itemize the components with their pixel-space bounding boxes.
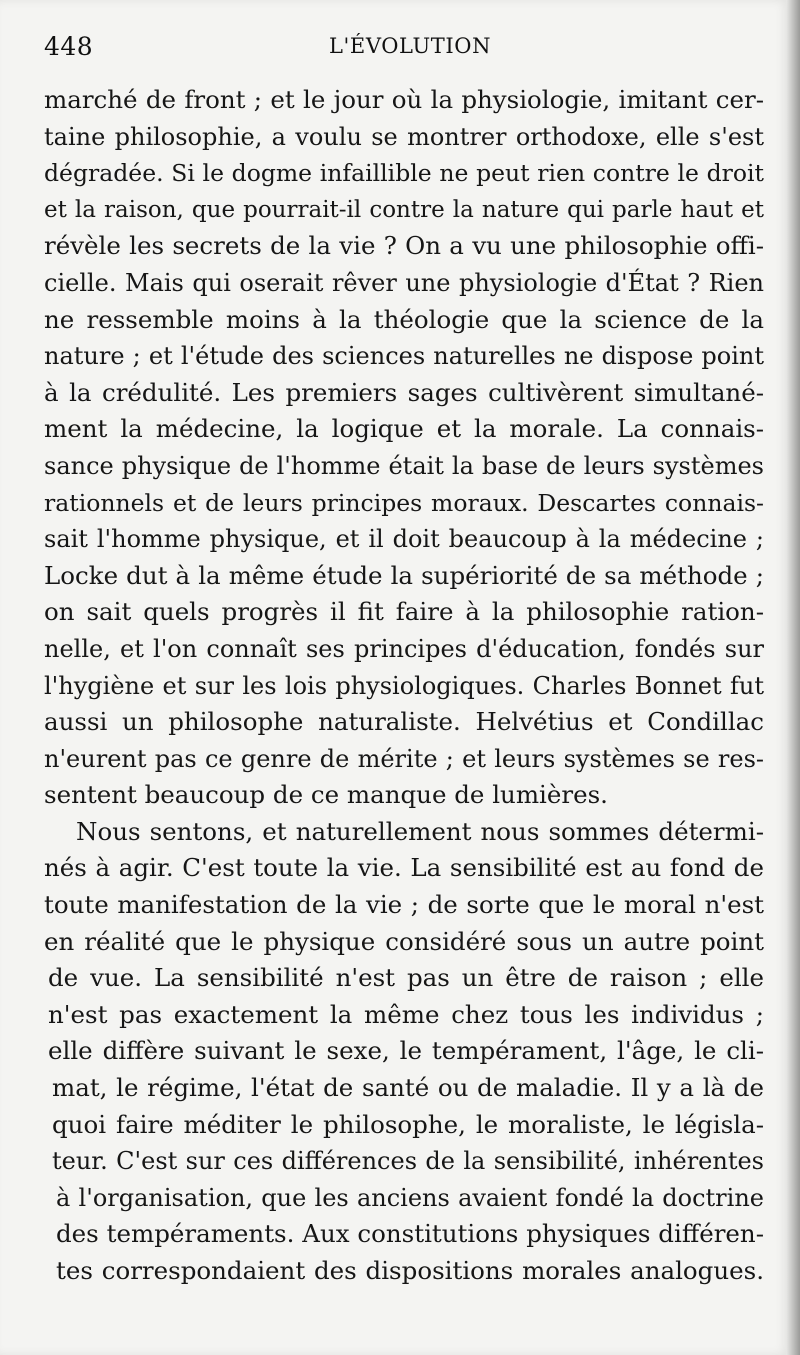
body-text bbox=[44, 82, 764, 1290]
text-line: nés à agir. C'est toute la vie. La sensibilité est au fond de bbox=[44, 853, 764, 883]
text-line: taine philosophie, a voulu se montrer orthodoxe, elle s'est bbox=[44, 122, 764, 151]
text-line: dégradée. Si le dogme infaillible ne peut rien contre le droit bbox=[44, 159, 764, 188]
text-line: à la crédulité. Les premiers sages cultivèrent simultané- bbox=[44, 377, 764, 407]
text-line: révèle les secrets de la vie ? On a vu une philosophie offi- bbox=[44, 231, 764, 261]
text-line: l'hygiène et sur les lois physiologiques. Charles Bonnet fut bbox=[44, 671, 764, 700]
text-line: quoi faire méditer le philosophe, le moraliste, le législa- bbox=[52, 1109, 764, 1139]
text-line: sance physique de l'homme était la base de leurs systèmes bbox=[44, 451, 764, 480]
text-line: des tempéraments. Aux constitutions physiques différen- bbox=[56, 1219, 764, 1249]
running-head bbox=[44, 28, 764, 68]
text-line: Nous sentons, et naturellement nous sommes détermi- bbox=[76, 816, 764, 846]
text-line: marché de front ; et le jour où la physiologie, imitant cer- bbox=[44, 85, 764, 114]
text-line: sait l'homme physique, et il doit beaucoup à la médecine ; bbox=[44, 525, 764, 554]
paragraph-2 bbox=[44, 814, 764, 1290]
text-line: rationnels et de leurs principes moraux. Descartes connais- bbox=[44, 488, 764, 517]
text-line: nelle, et l'on connaît ses principes d'éducation, fondés sur bbox=[44, 634, 764, 663]
text-line: sentent beaucoup de ce manque de lumières. bbox=[44, 780, 608, 810]
text-line: on sait quels progrès il fit faire à la philosophie ration- bbox=[44, 597, 764, 627]
text-line: à l'organisation, que les anciens avaient fondé la doctrine bbox=[56, 1183, 764, 1212]
text-line: n'est pas exactement la même chez tous les individus ; bbox=[48, 999, 764, 1029]
text-line: nature ; et l'étude des sciences naturelles ne dispose point bbox=[44, 342, 764, 371]
page-number: 448 bbox=[44, 32, 94, 61]
text-line: teur. C'est sur ces différences de la sensibilité, inhérentes bbox=[52, 1147, 764, 1176]
text-line: mat, le régime, l'état de santé ou de maladie. Il y a là de bbox=[52, 1073, 764, 1103]
text-line: en réalité que le physique considéré sous un autre point bbox=[44, 926, 764, 956]
text-line: ment la médecine, la logique et la morale. La connais- bbox=[44, 414, 764, 444]
text-line: Locke dut à la même étude la supériorité de sa méthode ; bbox=[44, 560, 764, 590]
text-line: aussi un philosophe naturaliste. Helvétius et Condillac bbox=[44, 707, 764, 737]
page-edge-shadow bbox=[786, 0, 800, 1355]
text-line: n'eurent pas ce genre de mérite ; et leurs systèmes se res- bbox=[44, 744, 764, 773]
text-line: ne ressemble moins à la théologie que la science de la bbox=[44, 304, 764, 334]
text-line: cielle. Mais qui oserait rêver une physiologie d'État ? Rien bbox=[44, 268, 764, 297]
paragraph-1 bbox=[44, 82, 764, 814]
text-line: tes correspondaient des dispositions morales analogues. bbox=[56, 1256, 764, 1285]
text-line: elle diffère suivant le sexe, le tempérament, l'âge, le cli- bbox=[48, 1036, 764, 1066]
running-title: L'ÉVOLUTION bbox=[329, 34, 492, 58]
text-line: et la raison, que pourrait-il contre la nature qui parle haut et bbox=[44, 196, 764, 223]
text-line: de vue. La sensibilité n'est pas un être de raison ; elle bbox=[48, 963, 764, 993]
text-line: toute manifestation de la vie ; de sorte que le moral n'est bbox=[44, 890, 764, 920]
